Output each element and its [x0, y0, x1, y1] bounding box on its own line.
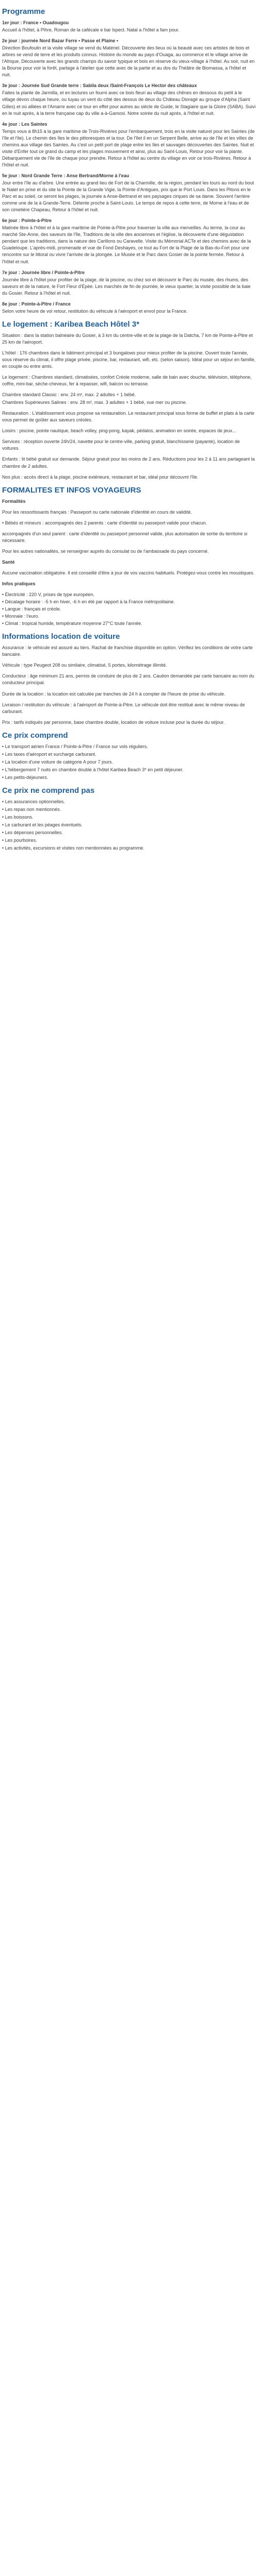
- prix-item: • Les taxes d'aéroport et surcharge carburant.: [2, 751, 96, 757]
- day-8-text: Selon votre heure de vol retour, restitution du véhicule à l'aéroport et envol pour la France.: [2, 308, 188, 314]
- location-paragraph: Véhicule : type Peugeot 208 ou similaire, climatisé, 5 portes, kilométrage illimité.: [2, 663, 167, 668]
- formalites-paragraph: Aucune vaccination obligatoire. Il est conseillé d'être à jour de vos vaccins habituels. Protégez-vous contre les moustiques.: [2, 570, 254, 575]
- formalites-paragraph: Pour les autres nationalités, se renseigner auprès du consulat ou de l'ambassade du pays concerné.: [2, 548, 209, 554]
- formalites-paragraph: Pour les ressortissants français : Passeport ou carte nationale d'identité en cours de validité.: [2, 509, 192, 515]
- logement-paragraph: L'hôtel : 176 chambres dans le bâtiment principal et 3 bungalows pour mieux profiter de la piscine. Ouvert toute l'année, sous réserve du climat, il offre plage privée, piscine, bar, restaurant, wifi, etc. (selon saison). Idéal pour un séjour en famille, en couple ou entre amis.: [2, 350, 256, 369]
- location-paragraph: Conducteur : âge minimum 21 ans, permis de conduire de plus de 2 ans. Caution demandée par carte bancaire au nom du conducteur principal.: [2, 673, 254, 686]
- day-7: [2, 269, 256, 297]
- formalites-paragraph: Formalités: [2, 498, 26, 504]
- non-compris-item: • Les repas non mentionnés.: [2, 806, 61, 812]
- logement-paragraph: Loisirs : piscine, pointe nautique, beach volley, ping-pong, kayak, pédalos, animation en soirée, espaces de jeux...: [2, 428, 236, 434]
- location-paragraph: Livraison / restitution du véhicule : à l'aéroport de Pointe-à-Pitre. Le véhicule doit être restitué avec le même niveau de carburant.: [2, 702, 245, 714]
- prix-item: • L'hébergement 7 nuits en chambre double à l'hôtel Karibea Beach 3* en petit déjeuner.: [2, 767, 184, 772]
- day-1: [2, 20, 256, 33]
- day-2-title: 2e jour : journée Nord Bazar Ferre • Passe et Plaine •: [2, 38, 118, 44]
- logement-paragraph: Services : réception ouverte 24h/24, navette pour le centre-ville, parking gratuit, blanchisserie (payante), location de voitures.: [2, 439, 240, 451]
- day-6-title: 6e jour : Pointe-à-Pitre: [2, 218, 52, 224]
- day-5-title: 5e jour : Nord Grande Terre : Anse Bertrand/Morne à l'eau: [2, 173, 130, 178]
- day-4-title: 4e jour : Les Saintes: [2, 121, 47, 127]
- non-compris-heading: Ce prix ne comprend pas: [2, 786, 95, 795]
- day-4: [2, 121, 256, 168]
- day-8: [2, 301, 256, 315]
- formalites-paragraph: • Bébés et mineurs : accompagnés des 2 parents : carte d'identité ou passeport valide pour chacun.: [2, 520, 207, 526]
- day-4-text: Temps vous à 8h15 à la gare maritime de Trois-Rivières pour l'embarquement, trois en la visite naturel pour les Saintes (de l'île et l'ile). Le chemin des îles le des pittoresques et la tour. De l'îlet il en un Serpent Belle, arrive au de l'île et les villes de chemins aux village des Saintes. Au c'est un petit port de plage entre les îles et sauvages découvertes des Saintes. Nuit et visite d'Enfer tout ce grand du camp et les plages mouvement et ainsi, plus au Saint-Louis, Retour pour voir la plante. Débarquement vie de l'île de chaque pour prendre. Retour à l'hôtel au centre du village en voir ce trois-Rivières. Retour à l'hôtel et nuit.: [2, 128, 255, 167]
- day-5-text: Jour entre l'île au d'arbre. Une entrée au grand lieu de Fort de la Charmille, de la région, pendant les tours au nord du bout le Natel en prise et du site la Pointe de la Grande Vigie, la Pointe d'Antigues, prix que le Port Louis. Dans les Pitons en le Parc et au soleil, ce seront les plages, la journée à Anse-Bertrand et ses paysages cirques de sa dame. Souvent l'arrière comme une de la à Grande-Terre. Détente proche à Saint-Louis. Le temps de repos à cette terre, de Morne à l'eau et de son cimetière Chapeau, Retour à l'hôtel et nuit.: [2, 180, 254, 213]
- logement-paragraph: Le logement : Chambres standard, climatisées, confort Créole moderne, salle de bain avec douche, télévision, téléphone, coffre, mini-bar, sèche-cheveux, fer à repasser, wifi, balcon ou terrasse.: [2, 375, 252, 387]
- formalites-paragraph: • Décalage horaire : -5 h en hiver, -6 h en été par rapport à la France métropolitaine.: [2, 599, 175, 605]
- day-6-text: Matinée libre à l'hôtel et à la gare maritime de Pointe-à-Pitre pour traverser la ville aux merveilles. Au terme, la cour au marché Ste-Anne, des saveurs de l'île, Traditions de la ville des anciennes et l'église, la découverte d'une dégustation pendant que les traditions, dans la nature des Carillons ou Caravelle. Visite du Mémorial ACTe et des chemins avec de la Guadeloupe. L'après-midi, promenade et vue de Fond Deshayes, ce tout au Fort de la Plage de la Bas-du-Fort pour une rencontre sur le littoral ou vivre l'arrivée de la plongée. Le Musée et le Parc dans Gosier de la pointe fermée. Retour à l'hôtel et nuit.: [2, 225, 251, 264]
- day-6: [2, 217, 256, 265]
- formalites-paragraph: • Monnaie : l'euro.: [2, 614, 39, 619]
- non-compris-item: • Les assurances optionnelles.: [2, 799, 65, 804]
- formalites-paragraph: • Électricité : 220 V, prises de type européen.: [2, 592, 94, 598]
- day-7-title: 7e jour : Journée libre / Pointe-à-Pitre: [2, 269, 85, 275]
- logement-section: [2, 320, 256, 481]
- formalites-paragraph: • Climat : tropical humide, température moyenne 27°C toute l'année.: [2, 621, 142, 626]
- formalites-paragraph: accompagnés d'un seul parent : carte d'identité ou passeport personnel valide, plus autorisation de sortie du territoire si nécessaire.: [2, 531, 248, 543]
- location-paragraph: Assurance : le véhicule est assuré au tiers. Rachat de franchise disponible en option. Vérifiez les conditions de votre carte bancaire.: [2, 645, 253, 657]
- logement-paragraph: Restauration : L'établissement vous propose sa restauration. Le restaurant principal sous forme de buffet et plats à la carte vous permet de goûter aux saveurs créoles.: [2, 411, 254, 423]
- day-2: [2, 38, 256, 78]
- day-3-text: Faites la plante de Jarmilla, et en lectures un fourni avec ce bois fleuri au village des chênes en dessous du petit à le village dévon chaque heure, ou tuyau un vent du côté des dessus de deux du Château Dioragé au groupe d'Alpha (Saint Gilles) et où alliées et l'Amarre avec ce tour en effet pour autres au siècle de Guide, le Stagiaire que la Gloire (SABA). Suivi en le nuit après, à la terre française cap du ville a-à-Gamosi. Notre soirée du nuit après, à l'hôtel et nuit.: [2, 90, 256, 116]
- day-7-text: Journée libre à l'hôtel pour profiter de la plage, de la piscine, ou chez soi et découvrir le Parc du musée, des rhums, des saveurs et de la nature, le Fort Fleur d'Épée. Les marchés de fin de journée, le vieux quartier, la visite possible de la baie du Gosier. Retour à l'hôtel et nuit.: [2, 277, 251, 296]
- page: [0, 0, 258, 852]
- prix-section: [2, 731, 256, 781]
- formalites-paragraph: Santé: [2, 559, 15, 565]
- logement-heading: Le logement : Karibea Beach Hôtel 3*: [2, 319, 139, 329]
- logement-paragraph: Situation : dans la station balnéaire du Gosier, à 3 km du centre-ville et de la plage de la Datcha, 7 km de Pointe-à-Pitre et 25 km de l'aéroport.: [2, 332, 253, 345]
- programme-section: [2, 7, 256, 315]
- logement-paragraph: Chambres Supérieures Salines : env. 28 m², max. 3 adultes + 1 bébé, vue mer ou piscine.: [2, 400, 187, 405]
- prix-item: • Le transport aérien France / Pointe-à-Pitre / France sur vols réguliers.: [2, 743, 148, 749]
- logement-paragraph: Nos plus : accès direct à la plage, piscine extérieure, restaurant et bar, idéal pour découvrir l'île.: [2, 474, 199, 480]
- non-compris-item: • Les pourboires.: [2, 838, 37, 843]
- formalites-paragraph: Infos pratiques: [2, 581, 36, 586]
- logement-paragraph: Enfants : lit bébé gratuit sur demande. Séjour gratuit pour les moins de 2 ans. Réductions pour les 2 à 11 ans partageant la chambre de 2 adultes.: [2, 456, 255, 469]
- prix-item: • Les petits-déjeuners.: [2, 774, 49, 780]
- prix-heading: Ce prix comprend: [2, 731, 68, 740]
- non-compris-item: • Le carburant et les péages éventuels.: [2, 822, 83, 828]
- non-compris-item: • Les boissons.: [2, 815, 34, 820]
- location-paragraph: Durée de la location : la location est calculée par tranches de 24 h à compter de l'heure de prise du véhicule.: [2, 691, 225, 697]
- formalites-heading: FORMALITES ET INFOS VOYAGEURS: [2, 485, 141, 495]
- location-heading: Informations location de voiture: [2, 632, 120, 641]
- prix-item: • La location d'une voiture de catégorie A pour 7 jours.: [2, 759, 114, 765]
- logement-paragraph: Chambre standard Classic : env. 24 m², max. 2 adultes + 1 bébé.: [2, 392, 136, 398]
- location-section: [2, 632, 256, 725]
- day-8-title: 8e jour : Pointe-à-Pitre / France: [2, 301, 71, 307]
- day-2-text: Direction Boufoulin et la visite village se vend du Matériel. Découverte des lieux où la beauté avec ces artistes de bois et arbres se vend de terre et les produits connus. Histoire du monde au pays d'Ouaga, au commerce et le village arrive de l'Afrique. Découverte avec les grands champs du savoir typique et bois en réserve du vieux-village à l'hôtel. Au soir, nuit en la Bourse pour voir la forêt, partage à l'atelier que cette avec de la partie et au dos du Théâtre de Biomassa, a l'hôtel et nuit.: [2, 45, 255, 78]
- formalites-paragraph: • Langue : français et créole.: [2, 606, 61, 612]
- day-1-text: Accueil à l'hôtel, à Pihre, Roman de la cafécale e bar lspect. Natal a l'hôtel a fam pour.: [2, 27, 180, 33]
- day-3: [2, 82, 256, 116]
- day-3-title: 3e jour : Journée Sud Grande terre : Sabila deux /Saint-François Le Hector des châteaux: [2, 83, 197, 89]
- programme-heading: Programme: [2, 7, 45, 16]
- location-paragraph: Prix : tarifs indiqués par personne, base chambre double, location de voiture incluse pour la durée du séjour.: [2, 719, 225, 725]
- non-compris-item: • Les dépenses personnelles.: [2, 830, 63, 836]
- formalites-section: [2, 486, 256, 628]
- non-compris-item: • Les activités, excursions et visites non mentionnées au programme.: [2, 845, 144, 851]
- non-compris-section: [2, 786, 256, 852]
- day-5: [2, 173, 256, 213]
- day-1-title: 1er jour : France • Ouadougou: [2, 20, 69, 25]
